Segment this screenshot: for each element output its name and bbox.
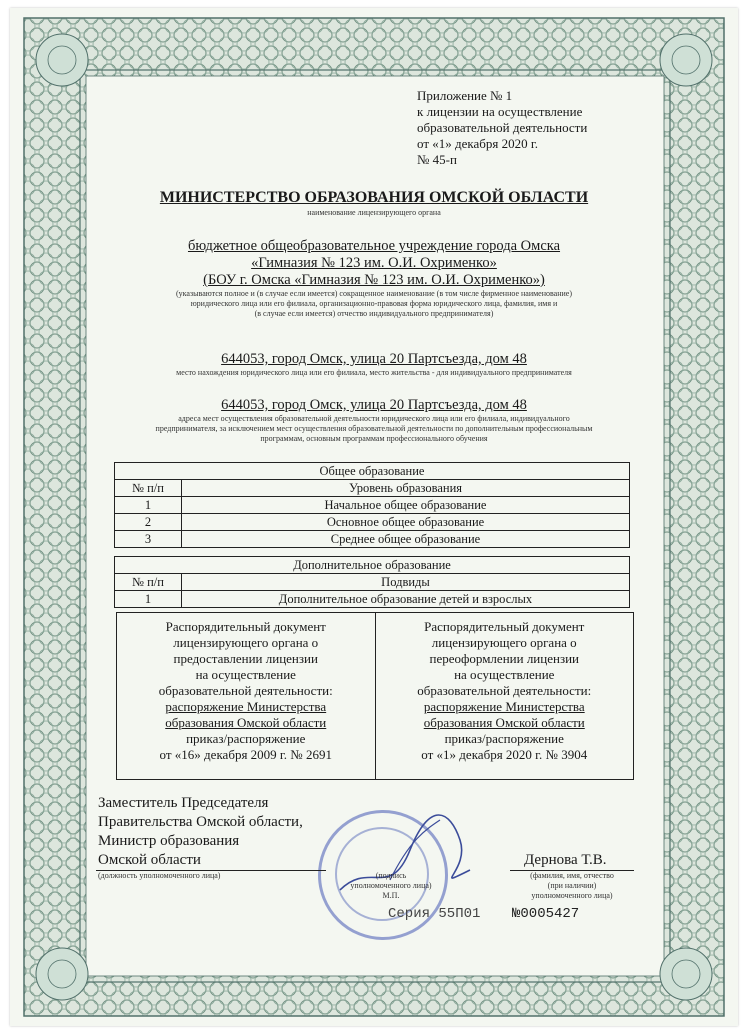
table-header-row (115, 480, 630, 497)
doc-line: образовательной деятельности: (417, 683, 592, 698)
doc-line: Распорядительный документ (424, 619, 585, 634)
doc-line: от «16» декабря 2009 г. № 2691 (159, 747, 332, 762)
form-number: №0005427 (512, 906, 580, 922)
licensee-caption: (указываются полное и (в случае если имеется) сокращенное наименование (в том числе фирменное наименование) (176, 289, 572, 298)
location-block (100, 350, 648, 378)
licensee-line: «Гимназия № 123 им. О.И. Охрименко» (251, 255, 497, 271)
ministry-caption: наименование лицензирующего органа (307, 208, 441, 217)
table-title-row (115, 557, 630, 574)
position-line: Министр образования (98, 833, 240, 849)
row-number: 1 (115, 497, 182, 514)
appendix-line: от «1» декабря 2020 г. (417, 136, 538, 151)
row-name: Дополнительное образование детей и взрослых (182, 591, 630, 608)
doc-line: распоряжение Министерства (423, 699, 585, 714)
signature-caption-line: уполномоченного лица) (350, 881, 432, 890)
doc-line: приказ/распоряжение (444, 731, 564, 746)
doc-line: лицензирующего органа о (431, 635, 577, 650)
table-title: Общее образование (115, 463, 630, 480)
signatory-name: Дернова Т.В. (524, 852, 607, 868)
table-row (115, 497, 630, 514)
doc-line: образовательной деятельности: (158, 683, 333, 698)
general-education-table (114, 462, 630, 548)
table-title-row (115, 463, 630, 480)
activity-caption: предпринимателя, за исключением мест осуществления образовательной деятельности по дополнительным профессиональным (155, 424, 593, 433)
position-caption: (должность уполномоченного лица) (98, 871, 221, 880)
series-number: Серия 55П01 (388, 906, 481, 922)
name-caption-line: (при наличии) (547, 881, 597, 890)
row-name: Основное общее образование (182, 514, 630, 531)
activity-address: 644053, город Омск, улица 20 Партсъезда, дом 48 (221, 397, 527, 413)
table-row (115, 531, 630, 548)
table-title: Дополнительное образование (115, 557, 630, 574)
activity-place-block (100, 396, 648, 444)
appendix-line: № 45-п (417, 152, 457, 167)
doc-line: образования Омской области (423, 715, 585, 730)
doc-line: предоставлении лицензии (173, 651, 318, 666)
column-header: Уровень образования (182, 480, 630, 497)
order-documents-box (116, 612, 634, 780)
doc-line: переоформлении лицензии (429, 651, 579, 666)
additional-education-table (114, 556, 630, 608)
position-line: Заместитель Председателя (98, 795, 269, 811)
doc-line: Распорядительный документ (165, 619, 326, 634)
column-header: № п/п (115, 480, 182, 497)
signatory-position-block (98, 794, 303, 870)
reissuance-order-column (375, 613, 634, 779)
ministry-block (100, 188, 648, 218)
ministry-title: МИНИСТЕРСТВО ОБРАЗОВАНИЯ ОМСКОЙ ОБЛАСТИ (159, 189, 589, 206)
position-line: Правительства Омской области, (98, 814, 303, 830)
doc-line: образования Омской области (165, 715, 327, 730)
column-header: Подвиды (182, 574, 630, 591)
licensee-caption: юридического лица или его филиала, организационно-правовая форма юридического лица, фамилия, имя и (190, 299, 558, 308)
row-name: Среднее общее образование (182, 531, 630, 548)
appendix-line: к лицензии на осуществление (417, 104, 583, 119)
licensee-block (100, 238, 648, 319)
row-name: Начальное общее образование (182, 497, 630, 514)
location-caption: место нахождения юридического лица или его филиала, место жительства - для индивидуального предпринимателя (176, 368, 572, 377)
licensee-line: (БОУ г. Омска «Гимназия № 123 им. О.И. Охрименко») (203, 272, 545, 288)
signature-caption (336, 871, 446, 901)
name-caption (510, 871, 634, 901)
name-caption-line: уполномоченного лица) (531, 891, 613, 900)
stamp-place-label: М.П. (382, 891, 400, 900)
table-row (115, 514, 630, 531)
location-address: 644053, город Омск, улица 20 Партсъезда, дом 48 (221, 351, 527, 367)
name-caption-line: (фамилия, имя, отчество (530, 871, 614, 880)
doc-line: приказ/распоряжение (186, 731, 306, 746)
table-row (115, 591, 630, 608)
doc-line: от «1» декабря 2020 г. № 3904 (421, 747, 588, 762)
doc-line: на осуществление (195, 667, 296, 682)
appendix-line: Приложение № 1 (417, 88, 513, 103)
doc-line: распоряжение Министерства (165, 699, 327, 714)
activity-caption: программам, основным программам профессионального обучения (260, 434, 488, 443)
appendix-line: образовательной деятельности (417, 120, 588, 135)
activity-caption: адреса мест осуществления образовательной деятельности юридического лица или его филиала, индивидуального (178, 414, 570, 423)
table-header-row (115, 574, 630, 591)
licensee-caption: (в случае если имеется) отчество индивидуального предпринимателя) (254, 309, 494, 318)
licensee-line: бюджетное общеобразовательное учреждение города Омска (187, 238, 561, 254)
row-number: 1 (115, 591, 182, 608)
column-header: № п/п (115, 574, 182, 591)
position-line: Омской области (98, 852, 201, 868)
row-number: 3 (115, 531, 182, 548)
doc-line: лицензирующего органа о (173, 635, 319, 650)
row-number: 2 (115, 514, 182, 531)
doc-line: на осуществление (454, 667, 555, 682)
appendix-block (417, 88, 587, 168)
signature-caption-line: (подпись (375, 871, 407, 880)
issuance-order-column (117, 613, 375, 779)
